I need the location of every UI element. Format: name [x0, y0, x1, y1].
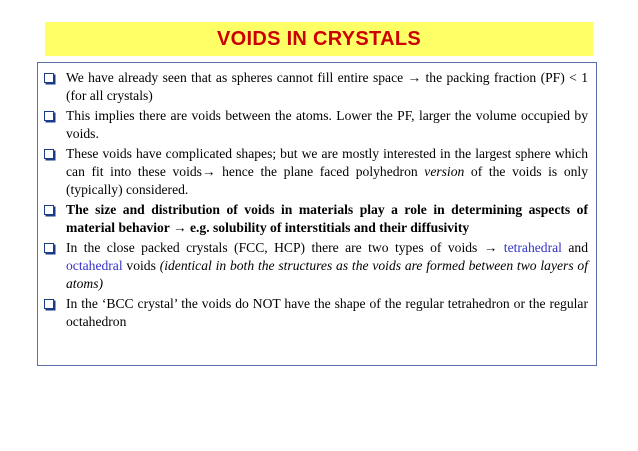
- item-text-bold: The size and distribution of voids in materials play a role in determining aspects of material behavior → e.g. solubility of interstitials and their diffusivity: [66, 202, 588, 235]
- item-text-part: voids: [122, 257, 160, 273]
- checkbox-bullet-icon: [44, 299, 54, 309]
- list-item: [44, 107, 588, 142]
- checkbox-bullet-icon: [44, 73, 54, 83]
- item-text: In the ‘BCC crystal’ the voids do NOT have the shape of the regular tetrahedron or the regular octahedron: [66, 296, 588, 329]
- checkbox-bullet-icon: [44, 205, 54, 215]
- item-text-emphasis: version: [424, 163, 465, 179]
- list-item: [44, 145, 588, 198]
- list-item: [44, 239, 588, 292]
- list-item: [44, 69, 588, 104]
- checkbox-bullet-icon: [44, 243, 54, 253]
- bullet-list-box: [37, 62, 597, 366]
- slide-title: VOIDS IN CRYSTALS: [216, 27, 421, 50]
- item-text-emphasis: (identical in both the structures as the voids are formed between two layers of atoms): [66, 257, 588, 291]
- term-tetrahedral: tetrahedral: [503, 240, 562, 256]
- term-octahedral: octahedral: [66, 257, 123, 273]
- checkbox-bullet-icon: [44, 149, 54, 159]
- item-text-part: of the voids is only (typically) considered.: [66, 163, 588, 197]
- item-text: [66, 239, 588, 292]
- item-text: This implies there are voids between the atoms. Lower the PF, larger the volume occupied by voids.: [66, 108, 588, 141]
- checkbox-bullet-icon: [44, 111, 54, 121]
- list-item: [44, 295, 588, 330]
- item-text: We have already seen that as spheres cannot fill entire space → the packing fraction (PF) < 1 (for all crystals): [66, 70, 588, 103]
- item-text-part: and: [561, 240, 588, 256]
- item-text-part: In the close packed crystals (FCC, HCP) there are two types of voids →: [66, 240, 504, 256]
- list-item: [44, 201, 588, 236]
- title-banner: [45, 22, 593, 56]
- item-text-part: These voids have complicated shapes; but we are mostly interested in the largest sphere which can fit into these voids→ hence the plane faced polyhedron: [66, 146, 588, 179]
- item-text: [66, 145, 588, 198]
